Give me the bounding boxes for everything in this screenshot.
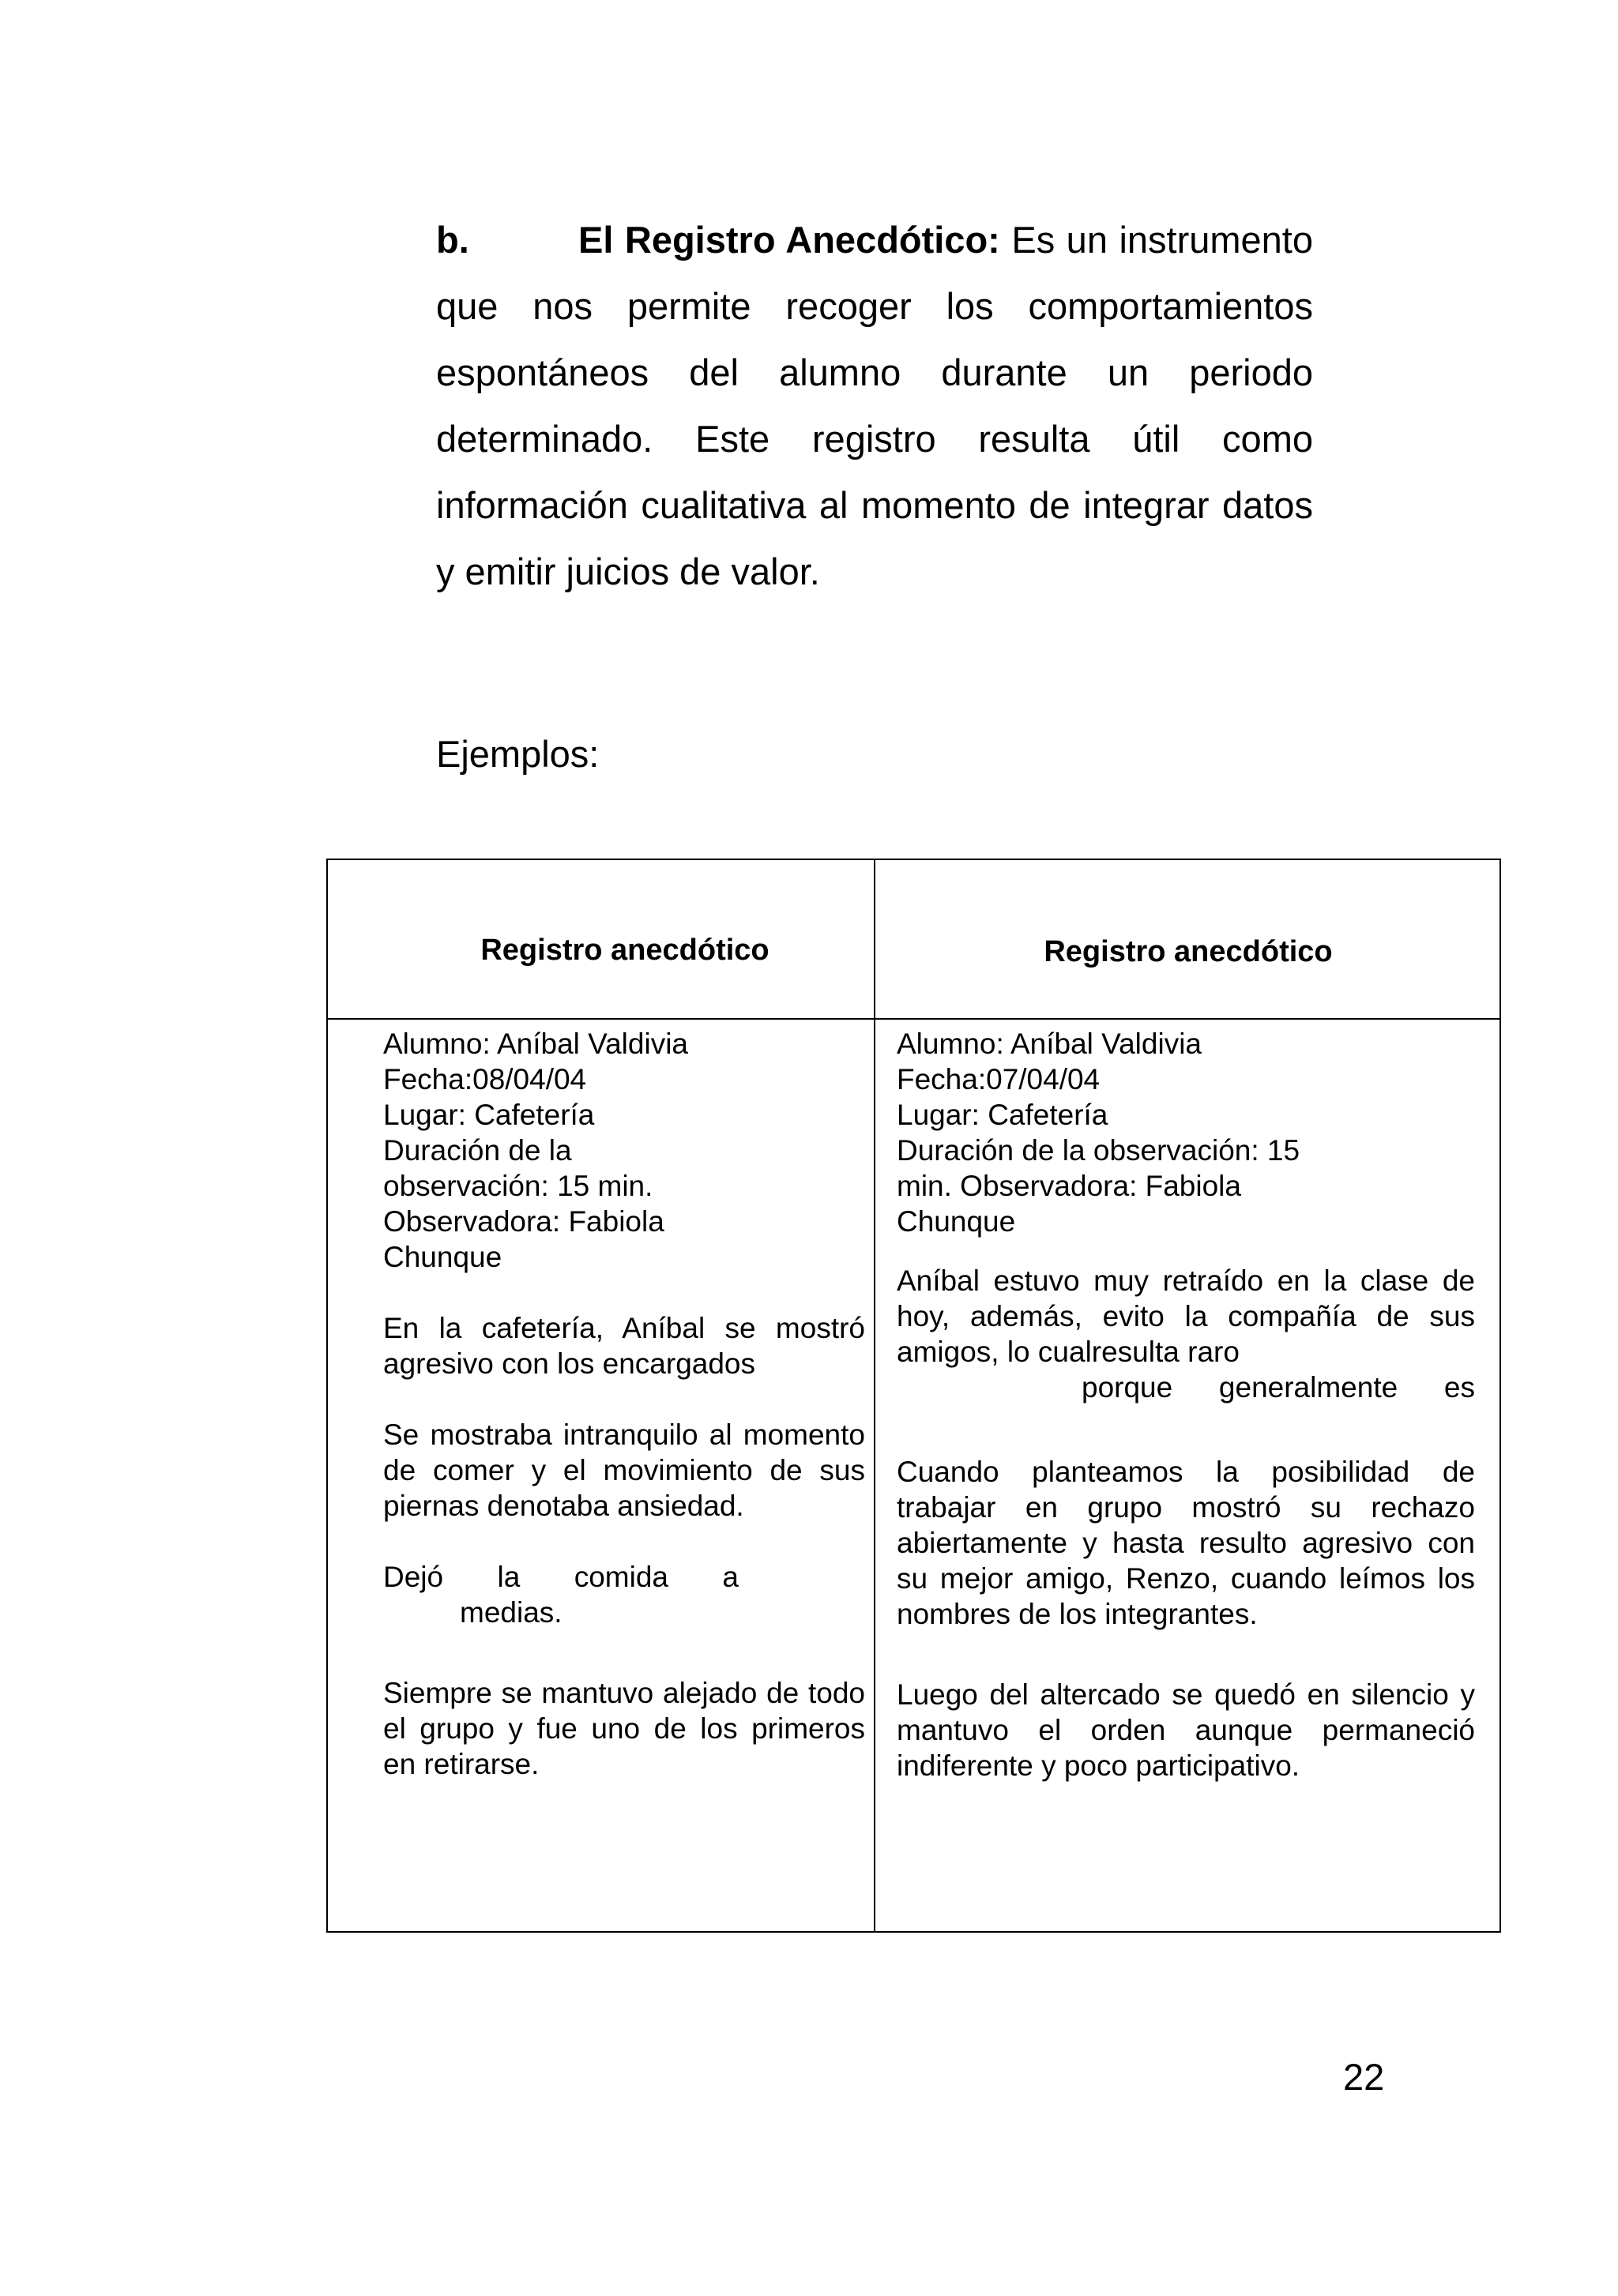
observation: Aníbal estuvo muy retraído en la clase de hoy, además, evito la compañía de sus amigos, lo cualresulta raro [897,1264,1475,1368]
observation: Siempre se mantuvo alejado de todo el grupo y fue uno de los primeros en retirarse. [383,1677,865,1780]
column-divider [874,860,875,1931]
observation: Cuando planteamos la posibilidad de trabajar en grupo mostró su rechazo abiertamente y hasta resulto agresivo con su mejor amigo, Renzo, cuando leímos los nombres de los integrantes. [897,1456,1475,1630]
meta-line: Chunque [897,1205,1016,1238]
header-divider [328,1018,1499,1020]
item-marker: b. [436,219,469,261]
observation: Se mostraba intranquilo al momento de comer y el movimiento de sus piernas denotaba ansiedad. [383,1419,865,1522]
meta-line: Alumno: Aníbal Valdivia [897,1028,1202,1060]
meta-line: observación: 15 min. [383,1170,653,1202]
intro-text: Es un instrumento que nos permite recoger los comportamientos espontáneos del alumno durante un periodo determinado. Este registro resulta útil como información cualitativa al momento de integrar datos y emitir juicios de valor. [436,219,1313,592]
meta-line: Lugar: Cafetería [383,1099,595,1131]
meta-line: Alumno: Aníbal Valdivia [383,1028,688,1060]
meta-line: Chunque [383,1241,502,1273]
meta-line: Fecha:07/04/04 [897,1063,1101,1095]
meta-line: Lugar: Cafetería [897,1099,1108,1131]
record-cell-right [897,1026,1475,1783]
meta-line: min. Observadora: Fabiola [897,1170,1241,1202]
observation: Dejó la comida a [383,1561,739,1593]
anecdotal-record-table [326,859,1501,1933]
observation: Luego del altercado se quedó en silencio y mantuvo el orden aunque permaneció indiferente y poco participativo. [897,1678,1475,1782]
observation-continued: porque generalmente es [1082,1371,1475,1404]
examples-label: Ejemplos: [436,733,600,775]
record-cell-left [383,1026,865,1782]
column-header-left: Registro anecdótico [480,934,769,967]
meta-line: Fecha:08/04/04 [383,1063,587,1095]
meta-line: Observadora: Fabiola [383,1205,664,1238]
meta-line: Duración de la [383,1134,572,1167]
observation-continued: medias. [460,1596,563,1629]
term-heading: El Registro Anecdótico: [578,219,1000,261]
page-number: 22 [1343,2056,1385,2098]
observation: En la cafetería, Aníbal se mostró agresivo con los encargados [383,1312,865,1380]
intro-paragraph [436,207,1313,605]
meta-line: Duración de la observación: 15 [897,1134,1300,1167]
column-header-right: Registro anecdótico [1044,935,1333,968]
